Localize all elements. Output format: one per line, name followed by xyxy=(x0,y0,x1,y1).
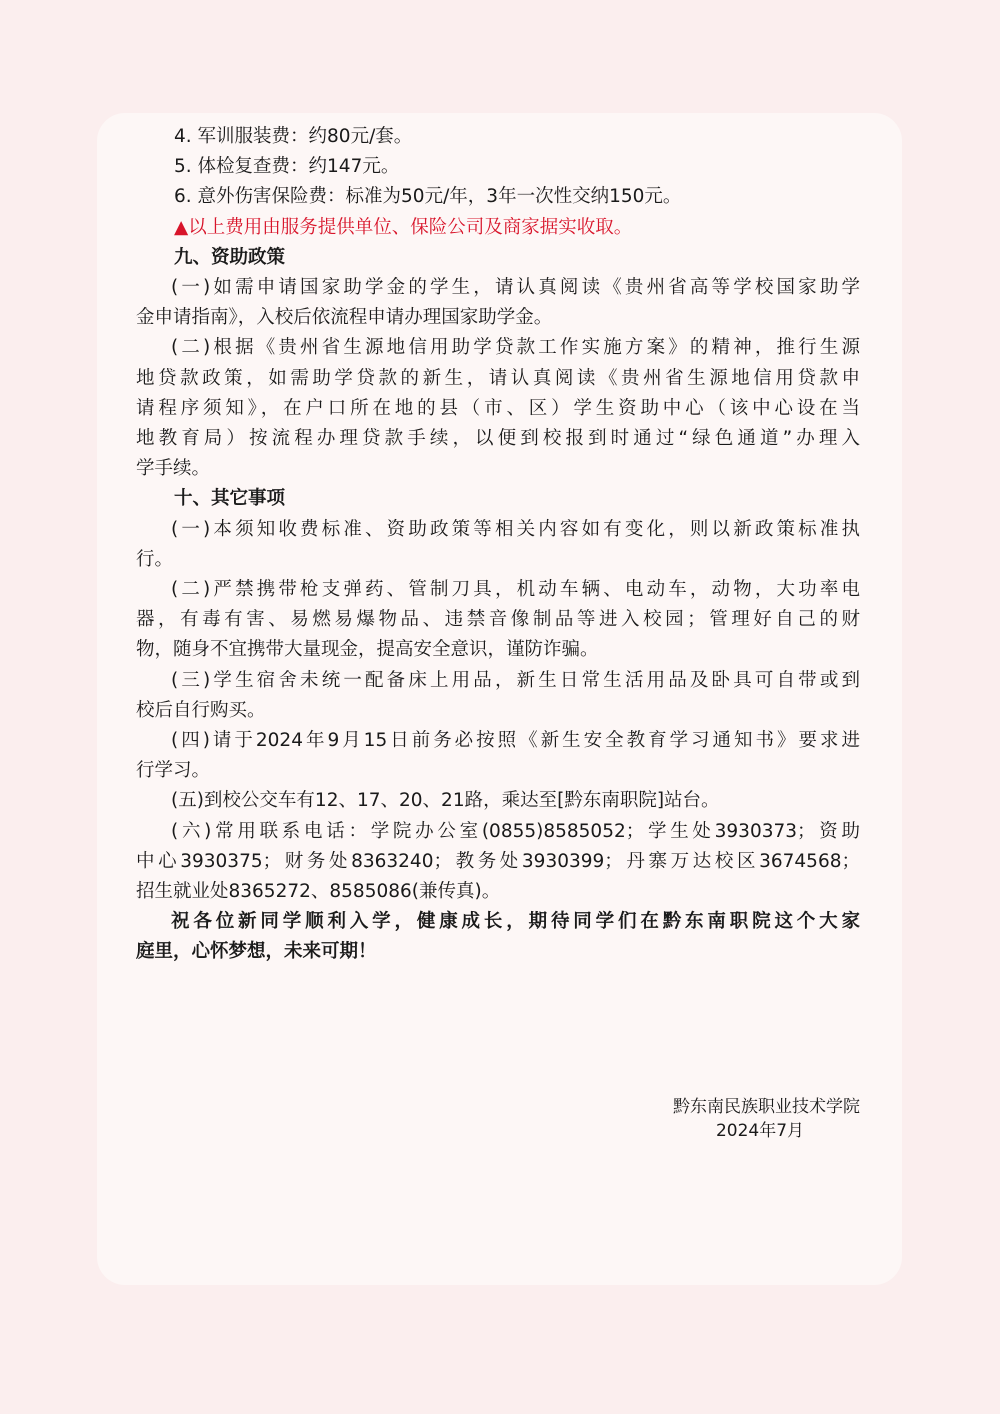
signature-block xyxy=(600,1095,860,1143)
paragraph-line: 校后自行购买。 xyxy=(136,699,266,721)
section-heading-9: 九、资助政策 xyxy=(174,246,286,268)
paragraph-line: (二)严禁携带枪支弹药、管制刀具，机动车辆、电动车，动物，大功率电 xyxy=(171,579,860,601)
signature-org: 黔东南民族职业技术学院 xyxy=(673,1097,860,1117)
paragraph-line: 地贷款政策，如需助学贷款的新生，请认真阅读《贵州省生源地信用贷款申 xyxy=(136,367,860,389)
paragraph-line: (一)本须知收费标准、资助政策等相关内容如有变化，则以新政策标准执 xyxy=(171,518,860,540)
signature-date: 2024年7月 xyxy=(715,1121,805,1141)
paragraph-line: 请程序须知》，在户口所在地的县（市、区）学生资助中心（该中心设在当 xyxy=(136,397,860,419)
paragraph-line: (六)常用联系电话：学院办公室(0855)8585052；学生处3930373；资助 xyxy=(171,820,860,842)
paragraph-line: 金申请指南》，入校后依流程申请办理国家助学金。 xyxy=(136,307,553,329)
paragraph-line: 器，有毒有害、易燃易爆物品、违禁音像制品等进入校园；管理好自己的财 xyxy=(136,609,860,631)
fee-item: 5. 体检复查费：约147元。 xyxy=(174,156,400,178)
section-heading-10: 十、其它事项 xyxy=(174,488,286,510)
paragraph-line: (三)学生宿舍未统一配备床上用品，新生日常生活用品及卧具可自带或到 xyxy=(171,669,860,691)
fee-item: 4. 军训服装费：约80元/套。 xyxy=(174,126,413,147)
closing-line: 祝各位新同学顺利入学，健康成长，期待同学们在黔东南职院这个大家 xyxy=(171,911,860,933)
paragraph-line: 招生就业处8365272、8585086(兼传真)。 xyxy=(136,881,501,903)
document-body xyxy=(136,122,860,968)
paragraph-line: (二)根据《贵州省生源地信用助学贷款工作实施方案》的精神，推行生源 xyxy=(171,337,860,359)
paragraph-line: (五)到校公交车有12、17、20、21路，乘达至[黔东南职院]站台。 xyxy=(171,790,720,812)
paragraph-line: (四)请于2024年9月15日前务必按照《新生安全教育学习通知书》要求进 xyxy=(171,730,860,752)
closing-line: 庭里，心怀梦想，未来可期！ xyxy=(136,941,377,963)
fee-item: 6. 意外伤害保险费：标准为50元/年，3年一次性交纳150元。 xyxy=(174,186,682,208)
paragraph-line: 行。 xyxy=(136,548,174,570)
paragraph-line: 行学习。 xyxy=(136,760,211,782)
paragraph-line: 中心3930375；财务处8363240；教务处3930399；丹寨万达校区3674568； xyxy=(136,850,860,872)
paragraph-line: 学手续。 xyxy=(136,458,211,480)
paragraph-line: 物，随身不宜携带大量现金，提高安全意识，谨防诈骗。 xyxy=(136,639,599,661)
paragraph-line: (一)如需申请国家助学金的学生，请认真阅读《贵州省高等学校国家助学 xyxy=(171,277,860,299)
paragraph-line: 地教育局）按流程办理贷款手续，以便到校报到时通过“绿色通道”办理入 xyxy=(136,428,860,450)
fee-note: ▲以上费用由服务提供单位、保险公司及商家据实收取。 xyxy=(174,216,633,238)
